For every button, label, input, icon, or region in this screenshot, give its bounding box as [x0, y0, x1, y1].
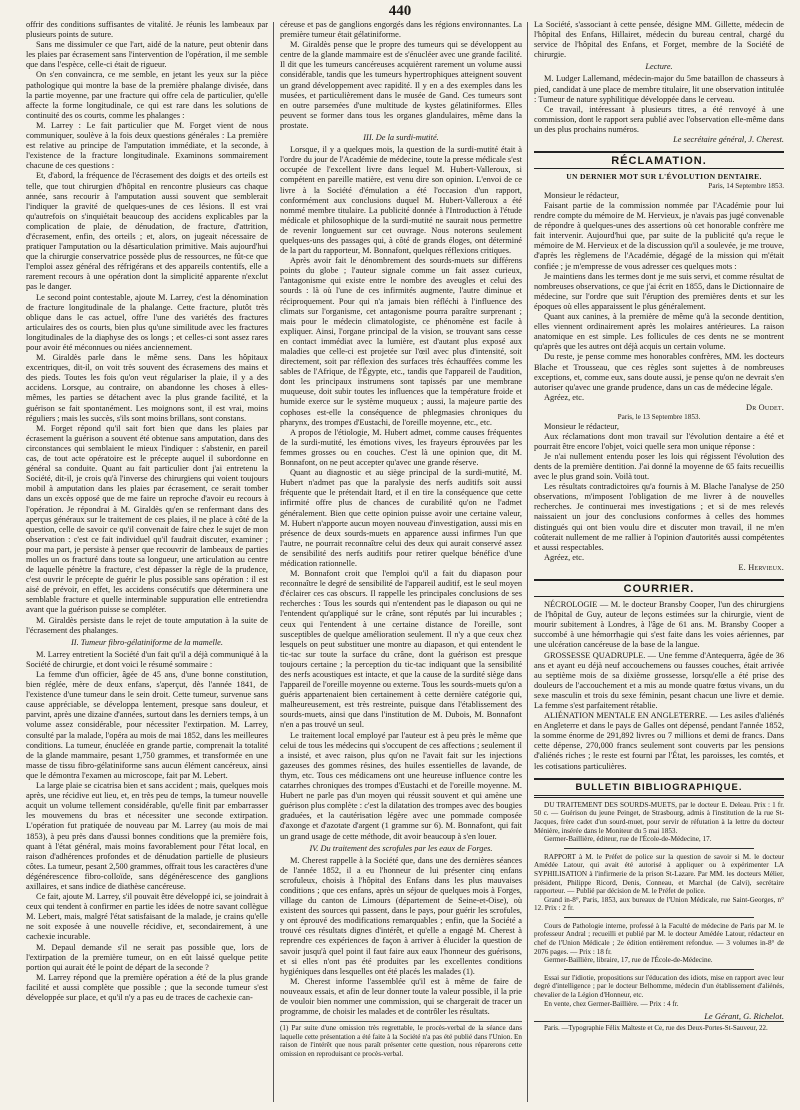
paragraph: La femme d'un officier, âgée de 45 ans, d'une bonne constitution, bien réglée, mère de deux enfans, s'aperçut, dès l'année 1841, de l'existence d'une tumeur dans le sein droit. Cette tumeur, survenue sans cause appréciable, se développa lentement, presque sans douleur, et parvint, après une dizaine d'années, surtout dans les derniers temps, à un volume assez considérable, pour nécessiter l'extirpation. M. Larrey, consulté par la malade, l'opéra au mois de mai 1852, dans les meilleures conditions. La tumeur, énucléée en grande partie, comprenait la totalité de la glande mammaire, pesant 1,750 grammes, et transformée en une masse de tissu fibro-gélatiniforme sans aucun élément cancéreux, ainsi que le démontra l'examen au microscope, fait par M. Lebert. — [26, 670, 268, 780]
column-2 — [280, 20, 522, 1106]
reclamation-subheading: UN DERNIER MOT SUR L'ÉVOLUTION DENTAIRE. — [566, 172, 762, 182]
letter-date: Paris, le 13 Septembre 1853. — [617, 412, 701, 421]
page-number: 440 — [388, 3, 412, 19]
column-3 — [534, 20, 784, 1106]
section-heading: IV. Du traitement des scrofules par les eaux de Forges. — [309, 843, 493, 853]
paragraph: Du reste, je pense comme mes honorables confrères, MM. les docteurs Blache et Trousseau, que ces règles sont sujettes à de nombreuses exceptions, et, comme eux, sans doute aussi, je pense qu'on ne devrait s'en autoriser qu'avec une grande prudence, dans un cas de médecine légale. — [534, 352, 784, 392]
biblio-entry: Germer-Baillière, éditeur, rue de l'École-de-Médecine, 17. — [544, 835, 712, 844]
paragraph: Ce fait, ajoute M. Larrey, s'il pouvait être développé ici, se joindrait à ceux qui tendent à confirmer en partie les idées de notre savant collègue M. Lebert, mais, malgré l'état satisfaisant de la malade, je crains qu'elle ne soit exposée à une nouvelle récidive, et, secondairement, à une cachexie incurable. — [26, 892, 268, 942]
paragraph: M. Forget répond qu'il sait fort bien que dans les plaies par écrasement la guérison a souvent été obtenue sans amputation, dans des circonstances qui semblaient le mieux l'indiquer : s'abstenir, en pareil cas, de tout acte opératoire est le précepte auquel il subordonne en général sa conduite. Quant au fait particulier dont j'ai entretenu la Société, dit-il, je crois qu'à l'inverse des chirurgiens qui voient toujours mobil à amputation dans les plaies par écrasement, ce serait tomber dans un excès opposé que de me faire un reproche d'avoir eu recours à l'opération. Je répondrai à M. Giraldès qu'en se renfermant dans des aperçus généraux sur le traitement de ces plaies, il ne place à côté de la question, celle de savoir ce qu'il convenait de faire chez le sujet de mon observation : c'est ce fait individuel qu'il faudrait discuter, examiner ; pour ma part, je persiste à penser que recouvrir de lambeaux de parties molles un os fracturé dans toute sa longueur, une articulation au centre de laquelle pénètre la fracture, c'est dépasser la règle de la prudence, c'est ouvrir le précepte de guérir le plus possible sans opération : il est aisé de prévoir, en effet, les accidens consécutifs que déterminera une semblable fracture et quelle interminable suppuration elle entretiendra avant que la guérison puisse se compléter. — [26, 423, 268, 615]
reclamation-heading: RÉCLAMATION. — [534, 151, 784, 169]
paragraph: M. Cherest informe l'assemblée qu'il est à même de faire de nouveaux essais, et afin de leur donner toute la valeur possible, il la prie de vouloir bien nommer une commission, qui se chargerait de tracer un programme, de choisir les malades et de contrôler les résultats. — [280, 976, 522, 1017]
courrier-heading: COURRIER. — [534, 579, 784, 597]
paragraph: M. Bonnafont croit que l'emploi qu'il a fait du diapason pour reconnaître le degré de sensibilité de l'appareil auditif, est le seul moyen d'éclairer ces cas obscurs. Il rappelle les principales conclusions de ses recherches : Tous les sourds qui n'entendent pas le diapason ou qui ne l'entendent qu'appliqué sur le crâne, sont réputés par lui incurables ; ceux qui l'entendent à une certaine distance de l'oreille, sont susceptibles de quelque amélioration seulement. Il n'y a que ceux chez lesquels on peut substituer une montre au diapason, et qui entendent le tic-tac sur toute la surface du crâne, dont la guérison est presque toujours certaine ; la perception du tic-tac indiquant que la sensibilité des nerfs acoustiques est intacte, et que la cause de la surdité siège dans l'appareil de l'oreille moyenne ou externe. Tous les sourds-muets qu'on a guéris appartenaient bien certainement à cette dernière catégorie qui, malheureusement, est très restreinte, puisque dans l'établissement des sourds-muets, ainsi que dans l'institution de M. Dubois, M. Bonnafont n'en a pas trouvé un seul. — [280, 569, 522, 730]
divider — [564, 969, 754, 970]
biblio-entry: Essai sur l'idiotie, propositions sur l'éducation des idiots, mise en rapport avec leur degré d'intelligence ; par le docteur Belhomme, médecin d'un établissement d'aliénés, chevalier de la Légion d'Honneur, etc. — [534, 973, 784, 1000]
paragraph: M. Larrey entretient la Société d'un fait qu'il a déjà communiqué à la Société de chirurgie, et dont voici le résumé sommaire : — [26, 649, 268, 669]
paragraph: Je n'ai nullement entendu poser les lois qui régissent l'évolution des dents de la première dentition. J'ai donné la moyenne de 65 faits recueillis avec le plus grand soin. Voilà tout. — [534, 451, 784, 482]
signature: E. Hervieux. — [738, 562, 784, 572]
section-heading: II. Tumeur fibro-gélatiniforme de la mamelle. — [71, 637, 223, 647]
paragraph: M. Cherest rappelle à la Société que, dans une des dernières séances de l'année 1852, il a eu l'honneur de lui présenter cinq enfans scrofuleux, choisis à l'hôpital des Enfans dans les plus mauvaises conditions ; que ces enfans, après un séjour de quelques mois à Forges, village du canton de Limours (département de Seine-et-Oise), où existent des sources qui passent, dans le pays, pour guérir les scrofules, y ont éprouvé des modifications remarquables ; enfin, que la Société a trouvé ces résultats dignes d'intérêt, et qu'elle a engagé M. Cherest à reprendre ces expériences de façon à arriver à élucider la question de savoir jusqu'à quel point il faut faire aux eaux l'honneur des guérisons, et si elles n'ont pas été produites par les excellentes conditions hygiéniques dans lesquelles ont été placés les malades (1). — [280, 855, 522, 976]
paragraph: céreuse et pas de ganglions engorgés dans les régions environnantes. La première tumeur était gélatiniforme. — [280, 20, 522, 40]
letter-date: Paris, 14 Septembre 1853. — [708, 182, 784, 191]
paragraph: La large plaie se cicatrisa bien et sans accident ; mais, quelques mois après, une récidive eut lieu, et, en très peu de temps, la tumeur nouvelle acquit un volume tellement considérable, qu'elle finit par embarrasser les mouvemens du bras et nécessiter une seconde extirpation. L'opération fut pratiquée de nouveau par M. Larrey (au mois de mai 1853), à peu près dans d'aussi bonnes conditions que la première fois, quant à l'état général, mais moins favorablement pour l'état local, en raison d'adhérences profondes et de dénudation partielle de plusieurs côtes. La tumeur, pesant 2,500 grammes, offrait tous les caractères d'une dégénérescence fibro-colloïde, sans dégénérescence des ganglions axillaires, et sans indice de diathèse cancéreuse. — [26, 781, 268, 891]
paragraph: Quant au diagnostic et au siège principal de la surdi-mutité, M. Hubert n'admet pas que la paralysie des nerfs auditifs soit aussi fréquente que le prétendait Itard, et il en tire la conséquence que cette infirmité offre plus de chances de curabilité qu'on ne l'admet généralement. Bien que cette opinion puisse avoir une certaine valeur, M. Hubert n'apporte aucun moyen nouveau d'investigation, aussi mis en présence de deux sourds-muets en apparence aussi infirmes l'un que l'autre, ne pourrait reconnaître celui des deux qui aurait conservé assez de sensibilité des nerfs auditifs pour retirer quelque bénéfice d'une médication rationnelle. — [280, 468, 522, 568]
paragraph: Aux réclamations dont mon travail sur l'évolution dentaire a été et pourrait être encore l'objet, voici quelle sera mon unique réponse : — [534, 431, 784, 451]
salutation: Monsieur le rédacteur, — [544, 421, 619, 431]
closing: Agréez, etc. — [544, 552, 585, 562]
news-item: GROSSESSE QUADRUPLE. — Une femme d'Antequerra, âgée de 36 ans et ayant eu déjà neuf accouchemens ou fausses couches, était arrivée au septième mois de sa dixième grossesse, lorsqu'elle a été prise des douleurs de l'accouchement et a mis au monde quatre fœtus vivans, un du sexe masculin et trois du sexe féminin, pesant chacun une livre et demie. La femme s'est parfaitement rétablie. — [534, 650, 784, 710]
news-item: NÉCROLOGIE — M. le docteur Bransby Cooper, l'un des chirurgiens de l'hôpital de Guy, auteur de leçons estimées sur la chirurgie, vient de mourir subitement à Londres, à l'âge de 61 ans. M. Bransby Cooper a succombé à une hémorrhagie qui s'est faite dans les voies aériennes, par une ulcération cancéreuse de la base de la langue. — [534, 600, 784, 650]
lecture-label: Lecture. — [645, 62, 673, 72]
paragraph: Quant aux canines, à la première de même qu'à la seconde dentition, elles viennent ordinairement après les molaires antérieures. La raison anatomique en est simple. Les follicules de ces dents ne se montrent qu'après que les autres ont déjà acquis un certain volume. — [534, 312, 784, 352]
biblio-entry: DU TRAITEMENT DES SOURDS-MUETS, par le docteur E. Deleau. Prix : 1 fr. 50 c. — Guérison du jeune Peinget, de Strasbourg, admis à l'institution de la rue St-Jacques, frère cadet d'un sourd-muet, pour servir de réfutation à la lettre du docteur Ménière, insérée dans le Moniteur du 5 mai 1853. — [534, 800, 784, 835]
paragraph: Et, d'abord, la fréquence de l'écrasement des doigts et des orteils est telle, que tout chirurgien d'hôpital en rencontre plusieurs cas chaque année, sans recourir à l'amputation aussi souvent que semblerait l'indiquer la gravité de quelques-unes de ces lésions. Il est vrai qu'autrefois on s'inquiétait beaucoup des accidens explicables par la complication de plaie, de dénudation, de fracture, d'attrition, d'écrasement, enfin, des orteils ; et, alors, on jugeait nécessaire de pratiquer l'amputation ou la désarticulation primitive. Mais aujourd'hui que la chirurgie conservatrice possède plus de ressources, ne fût-ce que l'emploi assez général des réfrigérans et des appareils contentifs, elle a rarement recours à une opération dont la simplicité apparente n'exclut pas le danger. — [26, 171, 268, 292]
imprint: Paris. —Typographie Félix Malteste et Ce, rue des Deux-Portes-St-Sauveur, 22. — [534, 1021, 784, 1033]
paragraph: Faisant partie de la commission nommée par l'Académie pour lui rendre compte du mémoire de M. Hervieux, je n'avais pas jugé convenable de répondre à quelques-unes des assertions où cet honorable confrère me fait intervenir. Aujourd'hui que, par suite de la publicité qu'a reçue le mémoire de M. Hervieux et de la discussion qu'il a soulevée, je me trouve, d'après les règlemens de l'Académie, dégagé de la mission qui m'était confiée ; je m'empresse de vous adresser ces quelques mots : — [534, 201, 784, 271]
closing: Agréez, etc. — [544, 392, 585, 402]
salutation: Monsieur le rédacteur, — [544, 190, 619, 200]
columns — [26, 20, 788, 1106]
paragraph: A propos de l'étiologie, M. Hubert admet, comme causes fréquentes de la surdi-mutité, les émotions vives, les frayeurs éprouvées par les femmes grosses ou en couches. C'est là une opinion que, dit M. Bonnafont, on ne peut accepter qu'avec une grande réserve. — [280, 427, 522, 468]
paragraph: On s'en convaincra, ce me semble, en jetant les yeux sur la pièce pathologique qui montre la base de la première phalange divisée, dans la partie moyenne, par une fracture qui offre cela de particulier, qu'elle affecte la forme longitudinale, ce qui est rare dans les solutions de continuité des os courts, comme les phalanges : — [26, 70, 268, 120]
column-1 — [26, 20, 268, 1106]
biblio-entry: RAPPORT à M. le Préfet de police sur la question de savoir si M. le docteur Amédée Latour, qui avait été autorisé à appliquer ou à expérimenter LA SYPHILISATION à l'infirmerie de la prison St-Lazare. Par MM. les docteurs Mélier, président, Philippe Ricord, Denis, Conneau, et Marchal (de Calvi), secrétaire rapporteur. — Publié par décision de M. le Préfet de police. — [534, 852, 784, 896]
news-item: ALIÉNATION MENTALE EN ANGLETERRE. — Les asiles d'aliénés en Angleterre et dans le pays de Galles ont dépensé, pendant l'année 1852, la somme énorme de 291,892 livres ou 7 millions et demi de francs. Dans cette dépense, 270,000 francs seulement sont couverts par les pensions d'aliénés riches ; le reste est fourni par l'État, les paroisses, les comtés, et les cotisations particulières. — [534, 711, 784, 771]
paragraph: M. Giraldès persiste dans le rejet de toute amputation à la suite de l'écrasement des phalanges. — [26, 615, 268, 635]
paragraph: Ce travail, intéressant à plusieurs titres, a été renvoyé à une commission, dont le rapport sera publié avec l'observation elle-même dans un des plus prochains numéros. — [534, 104, 784, 134]
section-heading: III. De la surdi-mutité. — [363, 133, 439, 143]
paragraph: Les résultats contradictoires qu'a fournis à M. Blache l'analyse de 250 observations, m'imposent l'obligation de me livrer à de nouvelles recherches. Je continuerai mes investigations ; et si de mes relevés naissaient un jour des conclusions conformes à celles des hommes distingués qui ont bien voulu dire et discuter mon travail, il ne m'en coûterait nullement de me rallier à l'opinion d'autorités aussi compétentes et aussi respectables. — [534, 482, 784, 552]
paragraph: M. Depaul demande s'il ne serait pas possible que, lors de l'extirpation de la première tumeur, on en eût laissé quelque petite portion qui aurait été le point de départ de la seconde ? — [26, 942, 268, 972]
divider — [564, 917, 754, 918]
secretary-signature: Le secrétaire général, J. Cherest. — [673, 135, 784, 145]
divider — [564, 848, 754, 849]
paragraph: Lorsque, il y a quelques mois, la question de la surdi-mutité était à l'ordre du jour de l'Académie de médecine, toute la presse médicale s'est occupée de l'excellent livre dans lequel M. Hubert-Valleroux, si compétent en pareille matière, est venu dire son opinion. L'envoi de ce livre à la Société d'émulation a été l'occasion d'un rapport, conformément aux conclusions duquel M. Hubert-Valleroux a été nommé membre titulaire. La publicité donnée à l'Introduction à l'étude médicale et philosophique de la surdi-mutité ne saurait nous permettre de revenir longuement sur cet ouvrage. Nous noterons seulement quelques-uns des passages qui, à côté de grands éloges, ont déterminé de la part du rapporteur, M. Bonnafont, quelques réflexions critiques. — [280, 145, 522, 256]
paragraph: offrir des conditions suffisantes de vitalité. Je réunis les lambeaux par plusieurs points de suture. — [26, 20, 268, 40]
footnote: (1) Par suite d'une omission très regrettable, le procès-verbal de la séance dans laquelle cette présentation a été faite à la Société n'a pas été publié dans l'Union. En raison de l'intérêt que nous paraît présenter cette question, nous réparerons cette omission en reproduisant ce procès-verbal. — [280, 1021, 522, 1058]
paragraph: M. Giraldès parle dans le même sens. Dans les hôpitaux excentriques, dit-il, on voit très souvent des écrasemens des mains et des pieds. Toutes les fois qu'on veut régulariser la plaie, il y a des accidens. Lorsque, au contraire, on abandonne les choses à elles-mêmes, les parties se détachent avec la plus grande facilité, et la guérison se fait spontanément. Les moignons sont, il est vrai, moins réguliers ; mais les succès, s'ils sont moins brillans, sont constans. — [26, 353, 268, 423]
paragraph: Après avoir fait le dénombrement des sourds-muets sur différens points du globe ; l'auteur signale comme un fait assez curieux, l'antagonisme qui existe entre le nombre des aveugles et celui des sourds : là où l'une de ces infirmités augmente, l'autre diminue et réciproquement. Pour qui n'a jamais bien réfléchi à l'influence des climats sur l'organisme, cet antagonisme pourra paraître surprenant ; mais pour le médecin climatologiste, ce phénomène est facile à expliquer. Ainsi, l'organe principal de la vision, se trouvant sans cesse en contact immédiat avec la lumière, est d'autant plus exposé aux maladies que celle-ci est projetée sur l'œil avec plus d'intensité, soit directement, soit par réflexion des surfaces très échauffées comme les sables de l'Afrique, de l'Égypte, etc., tandis que l'appareil de l'audition, dont les principaux instrumens sont tapissés par une membrane muqueuse, doit subir toutes les influences que la température froide et humide exerce sur le système muqueux ; aussi, la majeure partie des cophoses est-elle la conséquence de phlegmasies chroniques du pharynx, des trompes d'Eustachi, de l'oreille moyenne, etc., etc. — [280, 256, 522, 427]
paragraph: M. Ludger Lallemand, médecin-major du 5me bataillon de chasseurs à pied, candidat à une place de membre titulaire, lit une observation intitulée : Tumeur de nature syphilitique développée dans le cerveau. — [534, 74, 784, 104]
paragraph: Le second point contestable, ajoute M. Larrey, c'est la dénomination de fracture longitudinale de la phalange. Cette fracture, plutôt très oblique dans le cas actuel, offre l'une des variétés des fractures articulaires des os courts, bien plus qu'une similitude avec les fractures longitudinales de la diaphyse des os longs ; et celles-ci sont assez rares pour avoir été méconnues ou niées anciennement. — [26, 292, 268, 352]
paragraph: Je maintiens dans les termes dont je me suis servi, et comme résultat de nombreuses observations, ce que j'ai écrit en 1855, dans le Dictionnaire de médecine, sur l'ordre que suit l'éruption des premières dents et sur les époques où elles apparaissent le plus généralement. — [534, 271, 784, 311]
paragraph: M. Larrey répond que la première opération a été de la plus grande facilité et aussi complète que possible ; que la seconde tumeur s'est développée sur place, et qu'il n'y a pas eu de traces de cachexie can- — [26, 972, 268, 1002]
biblio-entry: Germer-Baillière, libraire, 17, rue de l'École-de-Médecine. — [544, 956, 713, 965]
paragraph: Le traitement local employé par l'auteur est à peu près le même que celui de tous les médecins qui s'occupent de ces affections ; seulement il a insisté, et avec raison, plus qu'on ne l'avait fait sur les injections gazeuses des gommes résines, des huiles essentielles de lavande, de thym, etc. Tous ces médicamens ont une heureuse influence contre les catarrhes chroniques des trompes d'Eustachi et de l'oreille moyenne. M. Hubert ne parle pas d'un moyen qui réussit souvent et qui amène une guérison plus complète : c'est la dilatation des trompes avec des bougies graduées, et la cautérisation légère avec une pommade composée d'axonge et d'azotate d'argent (1 gramme sur 6). M. Bonnafont, qui fait un grand usage de cette méthode, dit avoir beaucoup à s'en louer. — [280, 730, 522, 841]
biblio-entry: Grand in-8°, Paris, 1853, aux bureaux de l'Union Médicale, rue Saint-Georges, n° 12. Prix : 2 fr. — [534, 895, 784, 913]
paragraph: M. Larrey : Le fait particulier que M. Forget vient de nous communiquer, soulève à la fois deux questions générales : La première est relative au principe de l'amputation immédiate, et la seconde, à l'existence de la fracture longitudinale. Examinons sommairement chacune de ces questions : — [26, 120, 268, 171]
paragraph: Sans me dissimuler ce que l'art, aidé de la nature, peut obtenir dans les plaies par écrasement sans l'intervention de l'opération, il me semble que dans l'espèce, celle-ci était de rigueur. — [26, 40, 268, 70]
biblio-entry: En vente, chez Germer-Baillière. — Prix : 4 fr. — [544, 999, 679, 1008]
paragraph: La Société, s'associant à cette pensée, désigne MM. Gillette, médecin de l'hôpital des Enfans, Hillairet, médecin du bureau central, chargé du service de l'hôpital des Enfans, et Forget, membre de la Société de chirurgie. — [534, 20, 784, 60]
bibliography-heading: BULLETIN BIBLIOGRAPHIQUE. — [534, 778, 784, 798]
gerant-signature: Le Gérant, G. Richelot. — [704, 1011, 784, 1022]
biblio-entry: Cours de Pathologie interne, professé à la Faculté de médecine de Paris par M. le professeur Andral ; recueilli et publié par M. le docteur Amédée Latour, rédacteur en chef de l'Union Médicale ; 2e édition entièrement refondue. — 3 volumes in-8° de 2076 pages. — Prix : 18 fr. — [534, 921, 784, 956]
signature: Dr Oudet. — [745, 402, 784, 412]
paragraph: M. Giraldès pense que le propre des tumeurs qui se développent au centre de la glande mammaire est de s'énucléer avec une grande facilité. Il dit que les tumeurs cancéreuses acquièrent rarement un volume aussi considérable, tandis que les tumeurs hypertrophiques atteignent souvent un grand développement avec rapidité. Il y en a des exemples dans les musées, et particulièrement dans le musée de Gand. Ces tumeurs sont en outre parsemées d'une multitude de kystes gélatiniformes. Elles peuvent se former dans tous les organes glandulaires, même dans la prostate. — [280, 40, 522, 130]
